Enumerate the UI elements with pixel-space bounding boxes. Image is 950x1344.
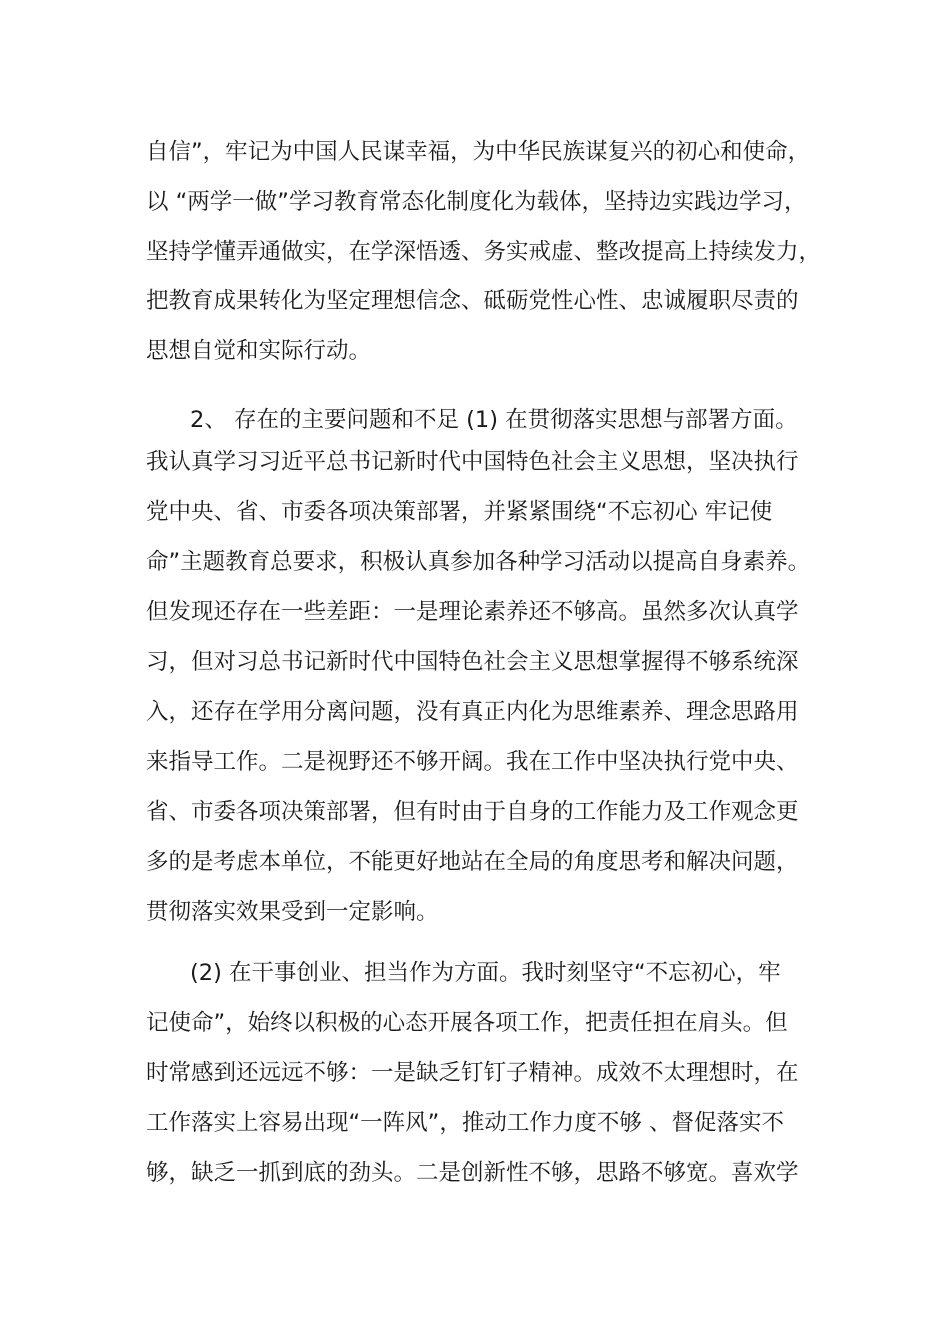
text-line: 记使命”，始终以积极的心态开展各项工作，把责任担在肩头。但 [146,1010,788,1036]
text-line: 多的是考虑本单位，不能更好地站在全局的角度思考和解决问题， [146,849,799,875]
paragraph-heading-line: 2、 存在的主要问题和不足 (1) 在贯彻落实思想与部署方面。 [190,407,798,433]
text-line: 命”主题教育总要求，积极认真参加各种学习活动以提高自身素养。 [146,549,811,575]
text-line: 但发现还存在一些差距：一是理论素养还不够高。虽然多次认真学 [146,599,799,625]
text-line: 时常感到还远远不够：一是缺乏钉钉子精神。成效不太理想时，在 [146,1060,799,1086]
text-line: 自信”，牢记为中国人民谋幸福，为中华民族谋复兴的初心和使命， [146,139,811,165]
text-line: 省、市委各项决策部署，但有时由于自身的工作能力及工作观念更 [146,799,799,825]
text-line: 够，缺乏一抓到底的劲头。二是创新性不够，思路不够宽。喜欢学 [146,1160,799,1186]
text-line: 贯彻落实效果受到一定影响。 [146,899,439,925]
paragraph-heading-line: (2) 在干事创业、担当作为方面。我时刻坚守“不忘初心，牢 [190,960,781,986]
text-line: 坚持学懂弄通做实，在学深悟透、务实戒虚、整改提高上持续发力， [146,239,822,265]
text-line: 把教育成果转化为坚定理想信念、砥砺党性心性、忠诚履职尽责的 [146,288,799,314]
text-line: 来指导工作。二是视野还不够开阔。我在工作中坚决执行党中央、 [146,749,799,775]
text-line: 以 “两学一做”学习教育常态化制度化为载体，坚持边实践边学习， [146,189,807,215]
text-line: 习，但对习总书记新时代中国特色社会主义思想掌握得不够系统深 [146,649,799,675]
text-line: 党中央、省、市委各项决策部署，并紧紧围绕“不忘初心 牢记使 [146,499,773,525]
text-line: 入，还存在学用分离问题，没有真正内化为思维素养、理念思路用 [146,699,799,725]
text-line: 思想自觉和实际行动。 [146,338,372,364]
text-line: 工作落实上容易出现“一阵风”，推动工作力度不够 、督促落实不 [146,1110,784,1136]
text-line: 我认真学习习近平总书记新时代中国特色社会主义思想，坚决执行 [146,449,799,475]
